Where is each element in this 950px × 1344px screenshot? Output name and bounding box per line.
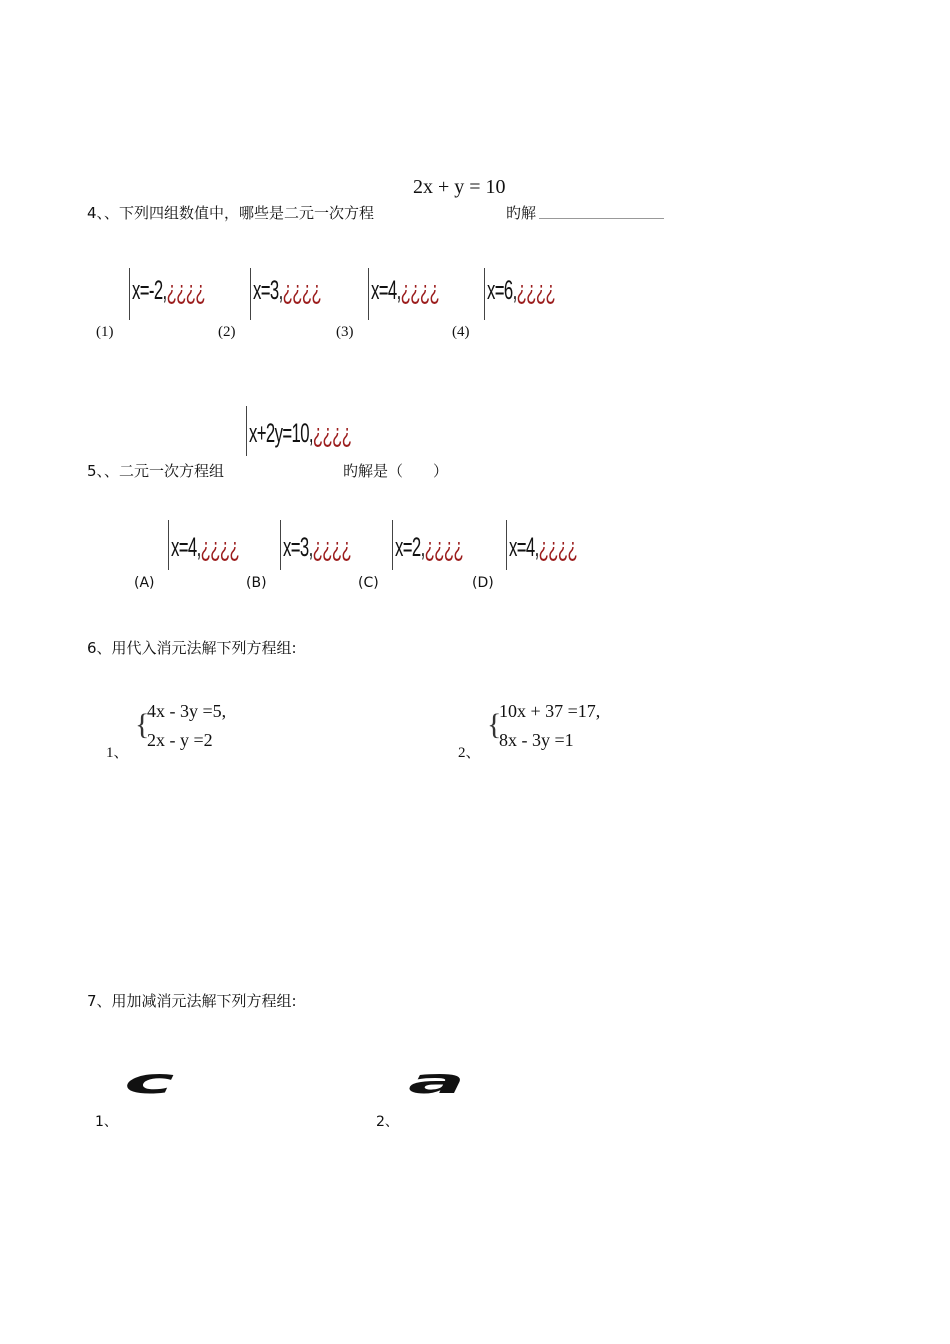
q5-option-c-label: (C) [358, 575, 379, 591]
q5-option-a-expr: x=4,¿¿¿¿ [171, 532, 240, 562]
q5-text: 5、、二元一次方程组 [87, 462, 225, 480]
q4-option-4-expr: x=6,¿¿¿¿ [487, 275, 556, 305]
q7-problem-2-label: 2、 [376, 1114, 399, 1130]
q5-option-d-brace [506, 520, 507, 570]
q5-text-suffix: 旳解是（ ） [343, 462, 449, 480]
q6-text: 6、用代入消元法解下列方程组: [87, 639, 297, 657]
q6-problem-1-label: 1、 [106, 745, 129, 761]
q6-problem-2-label: 2、 [458, 745, 481, 761]
q4-answer-blank [539, 200, 664, 219]
q6-problem-2-eq1: 10x + 37 =17, [499, 701, 601, 721]
q4-option-4-label: (4) [452, 324, 470, 340]
q4-option-2-brace [250, 268, 251, 320]
q5-option-b-label: (B) [246, 575, 267, 591]
q4-option-3-label: (3) [336, 324, 354, 340]
q6-problem-1-brace: { [135, 708, 150, 741]
q4-text: 4、、下列四组数值中，哪些是二元一次方程 [87, 204, 375, 222]
q5-option-c-expr: x=2,¿¿¿¿ [395, 532, 464, 562]
q7-text: 7、用加减消元法解下列方程组: [87, 992, 297, 1010]
q4-option-3-brace [368, 268, 369, 320]
q7-problem-1-glyph: c [124, 1062, 175, 1102]
q4-option-1-brace [129, 268, 130, 320]
q5-option-a-label: (A) [134, 575, 155, 591]
q4-option-1-expr: x=-2,¿¿¿¿ [132, 275, 206, 305]
q6-problem-2-brace: { [487, 708, 502, 741]
q4-option-2-label: (2) [218, 324, 236, 340]
q6-problem-1-eq2: 2x - y =2 [147, 730, 213, 750]
q5-system-brace [246, 406, 247, 456]
q4-equation: 2x + y = 10 [413, 176, 506, 198]
q6-problem-2-eq2: 8x - 3y =1 [499, 730, 574, 750]
q5-option-a-brace [168, 520, 169, 570]
q5-option-d-expr: x=4,¿¿¿¿ [509, 532, 578, 562]
q5-option-b-brace [280, 520, 281, 570]
q7-problem-1-label: 1、 [95, 1114, 118, 1130]
q4-option-3-expr: x=4,¿¿¿¿ [371, 275, 440, 305]
q4-option-2-expr: x=3,¿¿¿¿ [253, 275, 322, 305]
q5-option-b-expr: x=3,¿¿¿¿ [283, 532, 352, 562]
q7-problem-2-glyph: a [408, 1062, 466, 1102]
q5-option-d-label: (D) [472, 575, 494, 591]
q4-option-1-label: (1) [96, 324, 114, 340]
q6-problem-1-eq1: 4x - 3y =5, [147, 701, 227, 721]
q5-option-c-brace [392, 520, 393, 570]
q4-option-4-brace [484, 268, 485, 320]
q5-system-expr: x+2y=10,¿¿¿¿ [249, 418, 352, 448]
q4-text-suffix: 旳解 [506, 204, 537, 222]
